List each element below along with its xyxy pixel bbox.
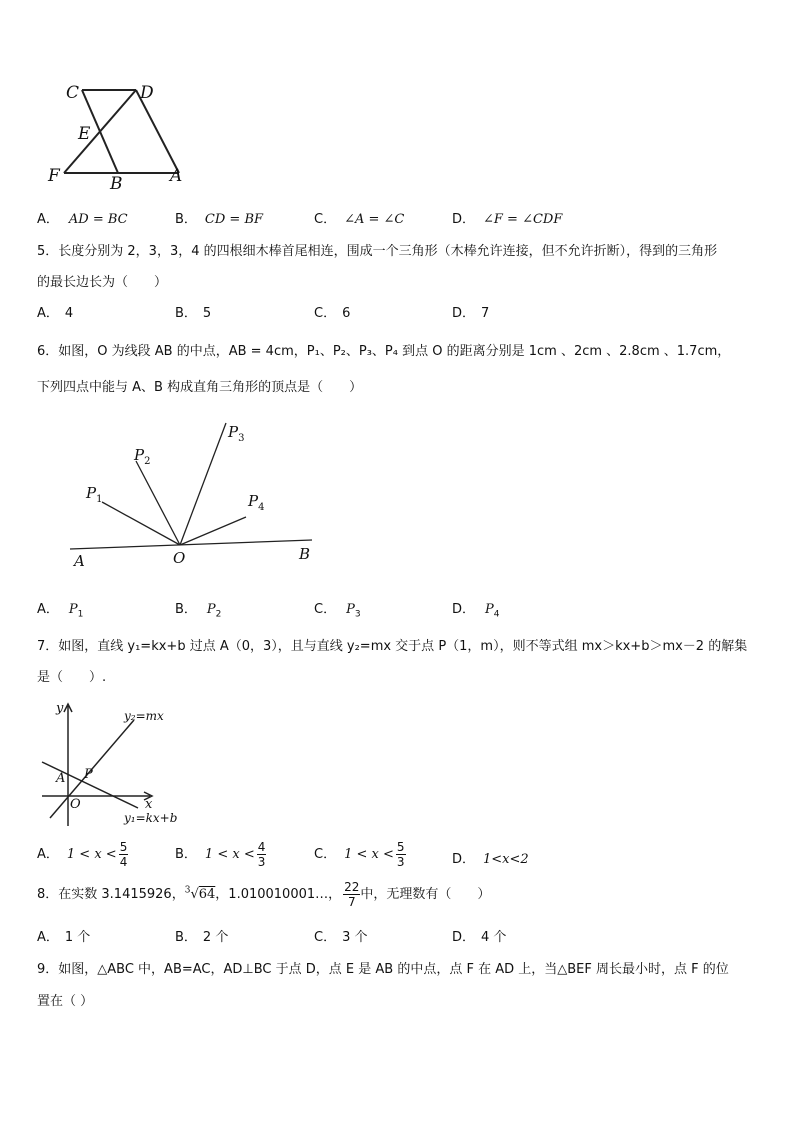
q6-figure [60,415,320,575]
q5-option-d[interactable]: D． 7 [452,306,490,321]
label-y2: y₂=mx [124,709,164,723]
label-p4: $P_4$ [248,492,265,513]
q7-stem-line2: 是（ ）. [37,670,107,685]
label-o: O [70,797,81,812]
q7-figure [38,700,188,830]
fraction: $\frac{4}{3}$ [257,840,266,869]
cube-root: $^3$√64 [184,885,216,902]
label-c: C [66,83,80,103]
q5-stem-line2: 的最长边长为（ ） [37,275,168,290]
q8-option-c[interactable]: C． 3 个 [314,930,368,945]
label-x: x [145,797,153,812]
q5-option-a[interactable]: A． 4 [37,306,74,321]
q7-option-b[interactable]: B． 1 < x < $\frac{4}{3}$ [175,840,266,869]
label-p3: $P_3$ [228,423,245,444]
q5-stem-line1: 5．长度分别为 2，3，3，4 的四根细木棒首尾相连，围成一个三角形（木棒允许连接，但不允许折断），得到的三角形 [37,244,718,259]
label-y1: y₁=kx+b [124,811,178,825]
q4-option-d[interactable]: D． ∠F = ∠CDF [452,212,563,227]
q7-option-c[interactable]: C． 1 < x < $\frac{5}{3}$ [314,840,405,869]
fraction: $\frac{5}{4}$ [119,840,128,869]
label-f: F [48,166,60,186]
label-b: B [299,545,311,563]
fraction: $\frac{5}{3}$ [396,840,405,869]
label-p: P [84,767,93,782]
label-o: O [173,549,186,567]
q6-stem-line2: 下列四点中能与 A、B 构成直角三角形的顶点是（ ） [37,380,363,395]
q6-option-a[interactable]: A． $P_1$ [37,602,84,620]
q4-option-c[interactable]: C． ∠A = ∠C [314,212,405,227]
label-a: A [74,552,85,570]
q8-stem: 8．在实数 3.1415926，$^3$√64，1.010010001…， $\frac{22}{7}$ 中，无理数有（ ） [37,880,491,909]
segment-op3 [180,423,226,545]
label-a: A [170,166,183,186]
segment-op4 [180,517,246,545]
label-a: A [56,771,66,786]
q9-stem-line1: 9．如图，△ABC 中，AB=AC，AD⊥BC 于点 D，点 E 是 AB 的中点，点 F 在 AD 上，当△BEF 周长最小时，点 F 的位 [37,962,729,977]
q7-stem-line1: 7．如图，直线 y₁=kx+b 过点 A（0，3），且与直线 y₂=mx 交于点 P（1，m），则不等式组 mx＞kx+b＞mx－2 的解集 [37,639,748,654]
segment-ab [70,540,312,549]
label-b: B [110,174,123,194]
q4-option-a[interactable]: A． AD = BC [37,212,128,227]
q6-option-d[interactable]: D． $P_4$ [452,602,500,620]
q8-option-b[interactable]: B． 2 个 [175,930,229,945]
q5-option-b[interactable]: B． 5 [175,306,212,321]
q7-option-a[interactable]: A． 1 < x < $\frac{5}{4}$ [37,840,128,869]
q4-figure [44,78,194,193]
q7-option-d[interactable]: D． 1<x<2 [452,852,529,867]
q5-option-c[interactable]: C． 6 [314,306,351,321]
label-y: y [56,701,64,716]
fraction: $\frac{22}{7}$ [344,880,360,909]
q4-option-b[interactable]: B． CD = BF [175,212,264,227]
label-p1: $P_1$ [86,484,103,505]
q8-option-a[interactable]: A． 1 个 [37,930,91,945]
q9-stem-line2: 置在（ ） [37,994,94,1009]
label-d: D [140,83,154,103]
q6-stem-line1: 6．如图，O 为线段 AB 的中点，AB = 4cm，P₁、P₂、P₃、P₄ 到点 O 的距离分别是 1cm 、2cm 、2.8cm 、1.7cm， [37,344,731,359]
q8-option-d[interactable]: D． 4 个 [452,930,507,945]
q6-option-b[interactable]: B． $P_2$ [175,602,222,620]
label-e: E [78,124,91,144]
label-p2: $P_2$ [134,446,151,467]
q6-option-c[interactable]: C． $P_3$ [314,602,361,620]
